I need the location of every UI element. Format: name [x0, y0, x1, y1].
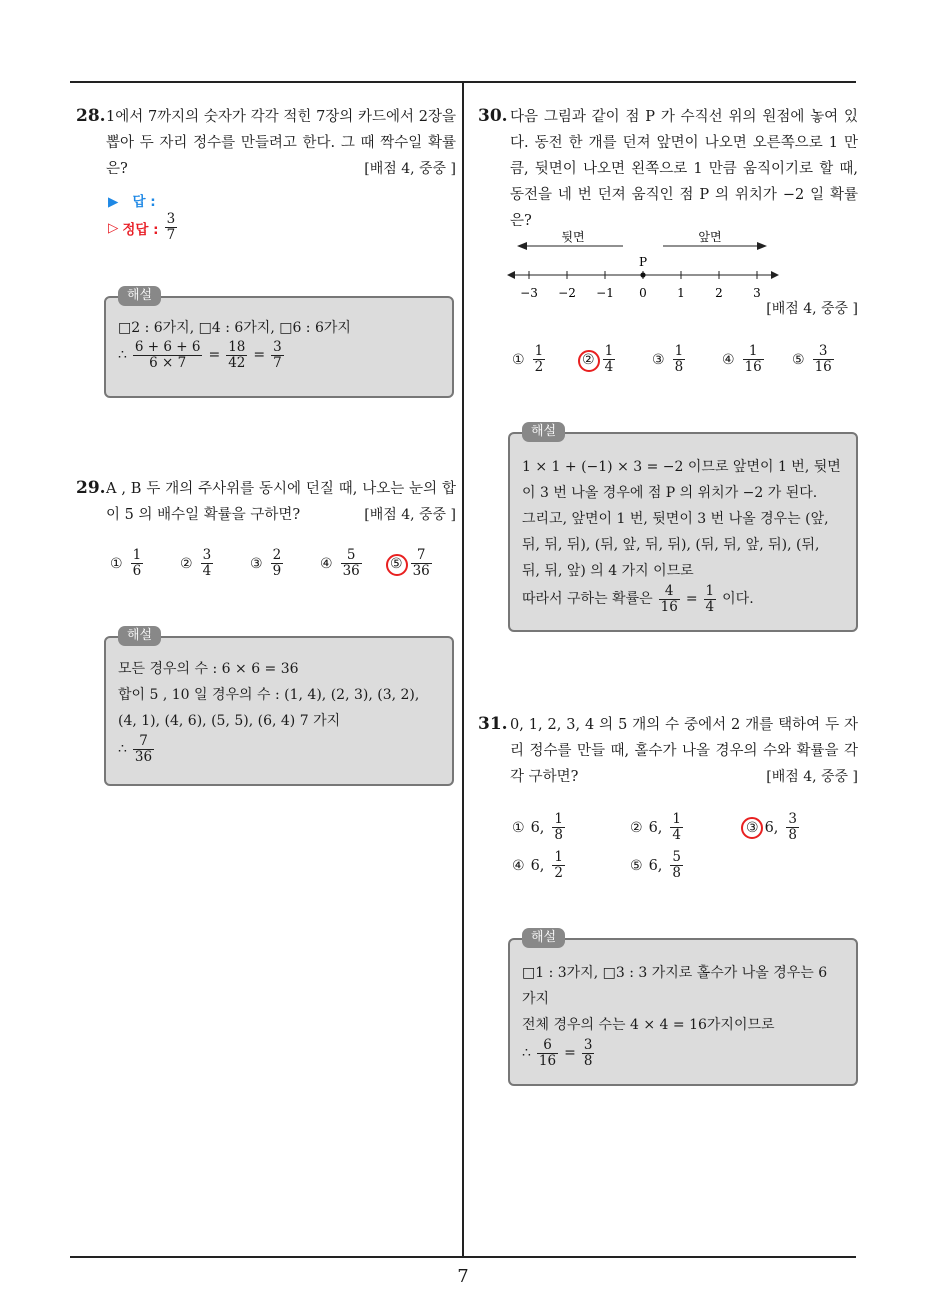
option-number: ③ — [250, 555, 263, 572]
q30-exp-line1: 1 × 1 + (−1) × 3 = −2 이므로 앞면이 1 번, 뒷면 — [522, 459, 841, 475]
q30-exp-line2: 이 3 번 나올 경우에 점 P 의 위치가 −2 가 된다. — [522, 485, 818, 501]
selected-answer-circle — [386, 554, 408, 576]
correct-label: 정답 : — [122, 221, 159, 238]
fraction-numerator: 2 — [272, 547, 282, 563]
fraction-denominator: 4 — [604, 359, 614, 375]
page-number: 7 — [457, 1266, 469, 1287]
option-number: ② — [630, 819, 643, 836]
selected-answer-circle — [578, 350, 600, 372]
q31-exp-fraction-2 — [582, 1038, 595, 1069]
fraction-numerator: 5 — [341, 548, 362, 564]
q30-option-4[interactable] — [722, 344, 766, 375]
column-divider — [462, 82, 464, 1258]
fraction-numerator: 18 — [228, 339, 246, 355]
q28-exp-equation — [118, 340, 440, 371]
fraction-denominator: 8 — [672, 865, 681, 881]
option-fraction — [813, 344, 834, 375]
q30-explanation-box — [508, 424, 858, 632]
fraction-denominator: 8 — [788, 827, 797, 843]
option-number: ① — [110, 555, 123, 572]
q30-question — [510, 104, 858, 234]
axis-tick-label: 2 — [715, 286, 723, 300]
fraction-denominator: 16 — [538, 1053, 557, 1069]
option-number: ⑤ — [390, 555, 403, 572]
equals-sign: = — [253, 347, 266, 363]
option-fraction — [743, 344, 764, 375]
number-line-figure — [505, 228, 785, 304]
correct-answer-row — [108, 212, 179, 243]
option-count: 6, — [764, 819, 779, 836]
q31-exp-line1: □1 : 3가지, □3 : 3 가지로 홀수가 나올 경우는 6 — [522, 965, 828, 981]
q31-exp-fraction-1 — [537, 1038, 558, 1069]
therefore-symbol: ∴ — [118, 741, 127, 757]
option-number: ② — [582, 351, 595, 368]
option-fraction — [670, 812, 683, 843]
fraction-denominator: 8 — [554, 827, 563, 843]
fraction-denominator: 42 — [228, 355, 246, 371]
q30-exp-fraction-2 — [704, 584, 717, 615]
q30-exp-line6-text: 따라서 구하는 확률은 — [522, 591, 653, 607]
fraction-numerator: 1 — [554, 811, 563, 827]
option-fraction — [271, 548, 284, 579]
option-fraction — [341, 548, 362, 579]
fraction-denominator: 4 — [202, 563, 212, 579]
fraction-denominator: 8 — [583, 1053, 593, 1069]
q31-score: [배점 4, 중중 ] — [766, 769, 858, 785]
q29-number: 29. — [76, 478, 106, 498]
fraction-numerator: 1 — [534, 343, 544, 359]
option-number: ⑤ — [630, 857, 643, 874]
q31-option-4[interactable] — [512, 850, 567, 881]
fraction-numerator: 1 — [554, 849, 563, 865]
fraction-denominator: 7 — [166, 227, 176, 243]
q29-exp-line2: 합이 5 , 10 일 경우의 수 : (1, 4), (2, 3), (3, 2), — [118, 687, 420, 703]
q28-score: [배점 4, 중중 ] — [364, 161, 456, 177]
q28-text: 1에서 7까지의 숫자가 각각 적힌 7장의 카드에서 2장을 뽑아 두 자리 정수를 만들려고 한다. 그 때 짝수일 확률은? — [106, 109, 456, 177]
point-p-dot — [640, 272, 645, 277]
fraction-denominator: 7 — [273, 355, 282, 371]
option-fraction — [552, 812, 565, 843]
option-number: ① — [512, 351, 525, 368]
q30-text: 다음 그림과 같이 점 P 가 수직선 위의 원점에 놓여 있다. 동전 한 개를 던져 앞면이 나오면 오른쪽으로 1 만큼, 뒷면이 나오면 왼쪽으로 1 만큼 움직이기로 할 때, 동전을 네 번 던져 움직인 점 P 의 위치가 −2 일 확률은? — [510, 109, 858, 229]
q29-option-2[interactable] — [180, 548, 215, 579]
fraction-numerator: 3 — [202, 547, 212, 563]
option-fraction — [670, 850, 683, 881]
option-number: ⑤ — [792, 351, 805, 368]
q31-exp-line3: 전체 경우의 수는 4 × 4 = 16가지이므로 — [522, 1017, 775, 1033]
q31-explanation-box — [508, 930, 858, 1086]
q30-exp-line4: 뒤, 뒤, 뒤), (뒤, 앞, 뒤, 뒤), (뒤, 뒤, 앞, 뒤), (뒤, — [522, 537, 820, 553]
option-count: 6, — [648, 819, 663, 836]
option-fraction — [552, 850, 565, 881]
q29-score: [배점 4, 중중 ] — [364, 507, 456, 523]
axis-tick-label: 3 — [753, 286, 761, 300]
option-count: 6, — [648, 857, 663, 874]
option-number: ② — [180, 555, 193, 572]
point-label: P — [638, 255, 648, 269]
bottom-rule — [70, 1256, 856, 1258]
q28-number: 28. — [76, 106, 106, 126]
q31-number: 31. — [478, 714, 508, 734]
q29-option-3[interactable] — [250, 548, 285, 579]
fraction-denominator: 2 — [534, 359, 544, 375]
q29-text: A , B 두 개의 주사위를 동시에 던질 때, 나오는 눈의 합이 5 의 배수일 확률을 구하면? — [106, 481, 456, 523]
front-label: 앞면 — [698, 230, 722, 244]
q28-question — [106, 104, 456, 182]
option-fraction — [603, 344, 616, 375]
back-label: 뒷면 — [561, 230, 585, 244]
axis-left-head — [507, 271, 515, 279]
fraction-numerator: 4 — [659, 584, 680, 600]
q30-exp-line5: 뒤, 뒤, 앞) 의 4 가지 이므로 — [522, 563, 694, 579]
option-number: ③ — [746, 819, 759, 836]
q30-exp-line6-end: 이다. — [722, 591, 754, 607]
fraction-denominator: 16 — [660, 599, 678, 615]
fraction-numerator: 3 — [166, 211, 176, 227]
fraction-denominator: 36 — [412, 563, 430, 579]
q30-exp-line3: 그리고, 앞면이 1 번, 뒷면이 3 번 나올 경우는 (앞, — [522, 511, 829, 527]
fraction-denominator: 2 — [554, 865, 563, 881]
fraction-numerator: 3 — [273, 339, 282, 355]
axis-right-head — [771, 271, 779, 279]
back-arrow-head — [517, 242, 527, 250]
q30-exp-equation — [522, 584, 844, 615]
option-number: ④ — [722, 351, 735, 368]
explanation-tab: 해설 — [118, 626, 161, 646]
q28-exp-line1: □2 : 6가지, □4 : 6가지, □6 : 6가지 — [118, 320, 351, 336]
equals-sign: = — [208, 347, 221, 363]
q28-exp-fraction-3 — [271, 340, 284, 371]
fraction-numerator: 1 — [743, 344, 764, 360]
q31-option-1[interactable] — [512, 812, 567, 843]
fraction-numerator: 1 — [132, 547, 142, 563]
option-fraction — [533, 344, 546, 375]
front-arrow-head — [757, 242, 767, 250]
fraction-denominator: 9 — [272, 563, 282, 579]
fraction-numerator: 7 — [411, 548, 432, 564]
answer-row — [108, 190, 156, 210]
therefore-symbol: ∴ — [118, 347, 127, 363]
axis-tick-label: −2 — [558, 286, 576, 300]
explanation-tab: 해설 — [522, 928, 565, 948]
fraction-denominator: 16 — [744, 359, 762, 375]
fraction-numerator: 6 — [537, 1038, 558, 1054]
fraction-denominator: 6 — [132, 563, 142, 579]
fraction-denominator: 36 — [134, 749, 153, 765]
q31-question — [510, 712, 858, 790]
q29-question — [106, 476, 456, 528]
fraction-numerator: 7 — [133, 734, 154, 750]
option-count: 6, — [530, 857, 545, 874]
equals-sign: = — [685, 591, 698, 607]
axis-tick-label: −1 — [596, 286, 614, 300]
option-fraction — [131, 548, 144, 579]
q31-text: 0, 1, 2, 3, 4 의 5 개의 수 중에서 2 개를 택하여 두 자리 정수를 만들 때, 홀수가 나올 경우의 수와 확률을 각각 구하면? — [510, 717, 858, 785]
explanation-tab: 해설 — [522, 422, 565, 442]
option-number: ① — [512, 819, 525, 836]
fraction-numerator: 1 — [705, 583, 715, 599]
fraction-numerator: 3 — [788, 811, 797, 827]
q31-option-2[interactable] — [630, 812, 685, 843]
q28-exp-fraction-1 — [133, 340, 203, 371]
fraction-denominator: 4 — [705, 599, 715, 615]
option-fraction — [201, 548, 214, 579]
option-number: ③ — [652, 351, 665, 368]
q29-explanation-box — [104, 628, 454, 786]
equals-sign: = — [564, 1045, 576, 1061]
therefore-symbol: ∴ — [522, 1045, 531, 1061]
q30-number: 30. — [478, 106, 508, 126]
fraction-numerator: 3 — [583, 1037, 593, 1053]
option-count: 6, — [530, 819, 545, 836]
fraction-denominator: 4 — [672, 827, 681, 843]
q29-exp-line1: 모든 경우의 수 : 6 × 6 = 36 — [118, 661, 299, 677]
fraction-denominator: 36 — [342, 563, 360, 579]
selected-answer-circle — [741, 817, 763, 839]
q29-exp-fraction — [133, 734, 154, 765]
option-fraction — [673, 344, 686, 375]
fraction-numerator: 1 — [674, 343, 684, 359]
play-icon: ▶ — [108, 194, 119, 210]
option-fraction — [786, 812, 799, 843]
fraction-denominator: 6 × 7 — [149, 355, 187, 371]
q30-option-3[interactable] — [652, 344, 687, 375]
fraction-numerator: 5 — [672, 849, 681, 865]
q28-explanation-box — [104, 288, 454, 398]
q30-option-5[interactable] — [792, 344, 836, 375]
q29-exp-equation — [118, 734, 440, 765]
axis-tick-label: 1 — [677, 286, 685, 300]
q29-exp-line3: (4, 1), (4, 6), (5, 5), (6, 4) 7 가지 — [118, 713, 341, 729]
fraction-denominator: 16 — [814, 359, 832, 375]
q29-option-1[interactable] — [110, 548, 145, 579]
q29-option-4[interactable] — [320, 548, 364, 579]
q31-exp-equation — [522, 1038, 844, 1069]
q30-exp-fraction-1 — [659, 584, 680, 615]
axis-tick-label: −3 — [520, 286, 538, 300]
q30-score: [배점 4, 중중 ] — [766, 301, 858, 317]
play-outline-icon: ▷ — [108, 219, 119, 236]
q31-option-5[interactable] — [630, 850, 685, 881]
fraction-numerator: 1 — [604, 343, 614, 359]
fraction-numerator: 1 — [672, 811, 681, 827]
option-fraction — [411, 548, 432, 579]
q28-answer-fraction — [165, 212, 178, 243]
fraction-numerator: 6 + 6 + 6 — [134, 339, 201, 355]
answer-label: 답 : — [132, 194, 156, 210]
q28-exp-fraction-2 — [226, 340, 247, 371]
fraction-numerator: 3 — [813, 344, 834, 360]
axis-tick-label: 0 — [639, 286, 647, 300]
option-number: ④ — [512, 857, 525, 874]
option-number: ④ — [320, 555, 333, 572]
q30-option-1[interactable] — [512, 344, 547, 375]
explanation-tab: 해설 — [118, 286, 161, 306]
fraction-denominator: 8 — [674, 359, 684, 375]
q31-exp-line2: 가지 — [522, 991, 550, 1007]
